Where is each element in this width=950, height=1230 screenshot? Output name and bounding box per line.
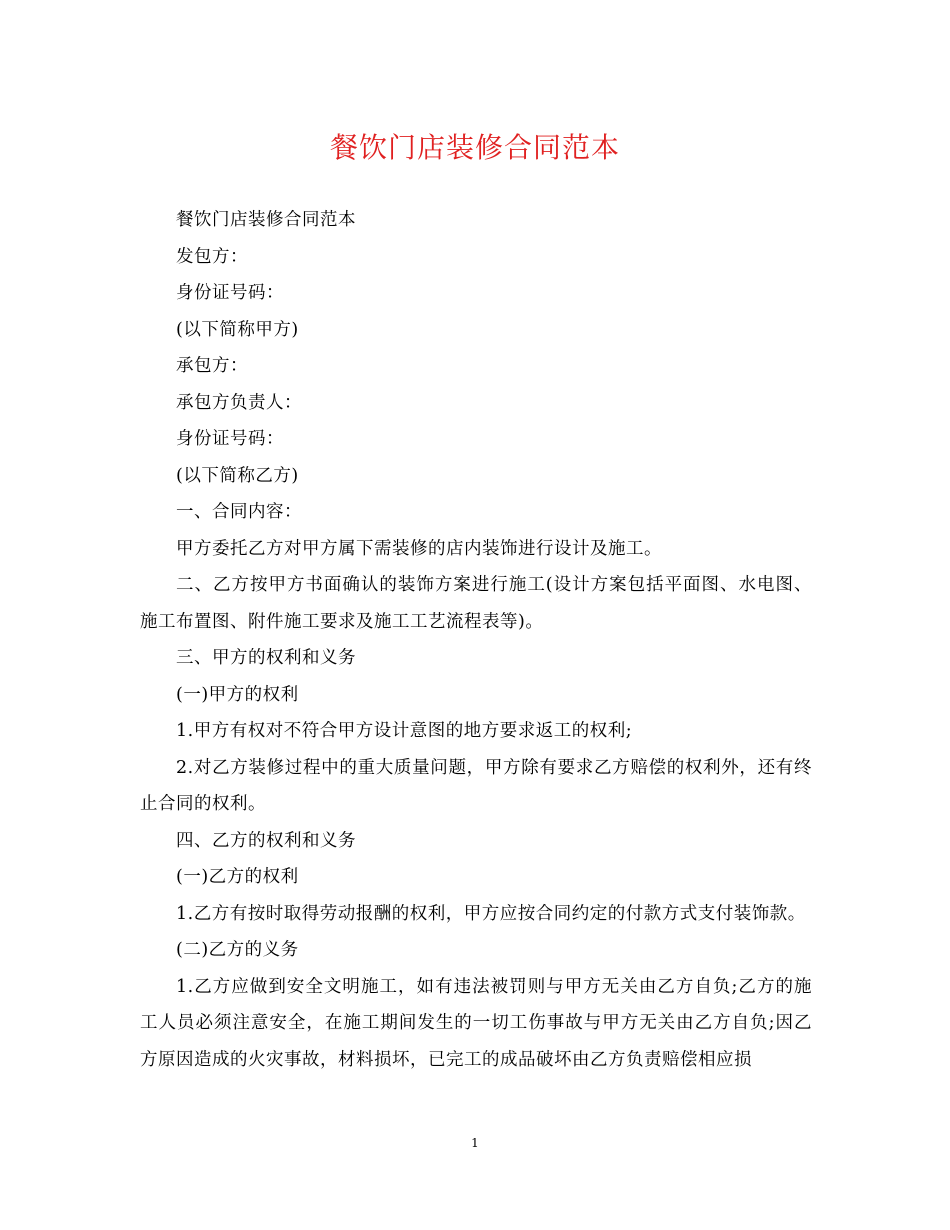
paragraph: (二)乙方的义务 — [176, 940, 299, 960]
paragraph: 身份证号码： — [176, 429, 284, 449]
document-body — [140, 202, 812, 1078]
paragraph: 1.乙方有按时取得劳动报酬的权利，甲方应按合同约定的付款方式支付装饰款。 — [176, 903, 806, 924]
paragraph: 二、乙方按甲方书面确认的装饰方案进行施工(设计方案包括平面图、水电图、施工布置图、附件施工要求及施工工艺流程表等)。 — [140, 575, 812, 632]
paragraph: 甲方委托乙方对甲方属下需装修的店内装饰进行设计及施工。 — [176, 538, 662, 559]
paragraph: 一、合同内容： — [176, 502, 302, 522]
paragraph: 餐饮门店装修合同范本 — [176, 210, 356, 230]
paragraph: (一)甲方的权利 — [176, 684, 299, 705]
paragraph: (一)乙方的权利 — [176, 867, 299, 887]
page-number: 1 — [471, 1136, 479, 1150]
document-title: 餐饮门店装修合同范本 — [329, 131, 620, 164]
paragraph: 承包方负责人： — [176, 392, 302, 413]
paragraph: 承包方： — [176, 356, 248, 376]
paragraph: 2.对乙方装修过程中的重大质量问题，甲方除有要求乙方赔偿的权利外，还有终止合同的权利。 — [140, 757, 812, 814]
paragraph: 1.乙方应做到安全文明施工，如有违法被罚则与甲方无关由乙方自负;乙方的施工人员必须注意安全，在施工期间发生的一切工伤事故与甲方无关由乙方自负;因乙方原因造成的火灾事故，材料损坏，已完工的成品破坏由乙方负责赔偿相应损 — [140, 976, 812, 1070]
paragraph: 三、甲方的权利和义务 — [176, 648, 356, 668]
paragraph: 四、乙方的权利和义务 — [176, 830, 356, 851]
paragraph: 身份证号码： — [176, 283, 284, 303]
paragraph: 1.甲方有权对不符合甲方设计意图的地方要求返工的权利; — [176, 721, 633, 741]
paragraph: 发包方： — [176, 246, 248, 267]
paragraph: (以下简称甲方) — [176, 319, 299, 340]
paragraph: (以下简称乙方) — [176, 465, 299, 486]
